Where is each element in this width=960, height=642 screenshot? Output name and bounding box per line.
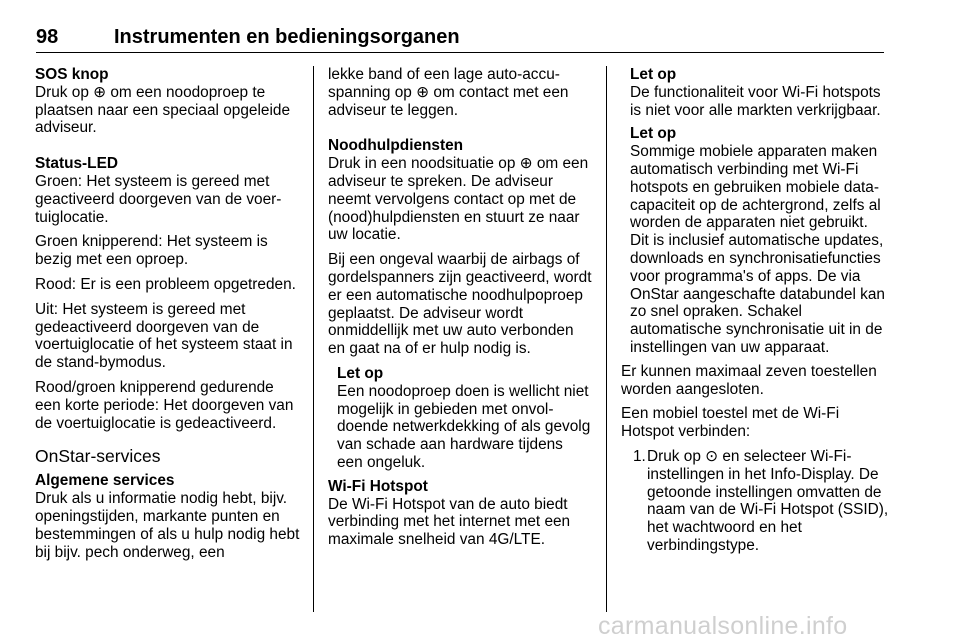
note-heading: Let op [337,364,384,382]
sos-text: Druk op ⊕ om een noodoproep te plaatsen naar een speciaal opgeleide adviseur. [35,83,290,137]
led-red-green-text: Rood/groen knipperend gedurende een korte periode: Het doorgeven van de voertuiglocatie is gedeactiveerd. [35,378,294,432]
column-divider-1 [313,66,314,612]
emergency-text-2: Bij een ongeval waarbij de airbags of gordelspanners zijn geactiveerd, wordt er een automatische noodhulpoproep geplaatst. De adviseur wordt onmiddellijk met uw auto verbonden en gaat na of er hulp nodig is. [328,251,592,358]
page-header [36,22,884,53]
step-text: Druk op ⊙ en selecteer Wi-Fi-instellingen in het Info-Display. De getoonde instellingen omvatten de naam van de Wi-Fi Hotspot (SSID), het wachtwoord en het verbindingstype. [647,447,889,554]
sos-heading: SOS knop [35,66,109,83]
list-item [633,448,889,555]
onstar-section-title: OnStar-services [35,446,161,467]
status-led-heading: Status-LED [35,155,118,173]
column-3 [621,66,889,555]
watermark: carmanualsonline.info [598,612,848,640]
connect-intro: Een mobiel toestel met de Wi-Fi Hotspot verbinden: [621,405,840,441]
note-text: Een noodoproep doen is wellicht niet mogelijk in gebieden met onvoldoende netwerkdekking of als gevolg van schade aan hardware tijdens een ongeluk. [337,382,591,471]
column-2 [328,66,592,556]
led-off-text: Uit: Het systeem is gereed met gedeactiveerd doorgeven van de voertuiglocatie of het systeem staat in de stand-bymodus. [35,300,293,372]
general-services-heading: Algemene services [35,472,175,490]
column-1 [35,66,300,568]
emergency-text-1: Druk in een noodsituatie op ⊕ om een adviseur te spreken. De adviseur neemt vervolgens contact op met de (nood)hulpdiensten en stuurt ze naar uw locatie. [328,155,589,244]
column-divider-2 [606,66,607,612]
step-number: 1. [633,447,646,465]
note-1-heading: Let op [630,66,677,83]
chapter-title: Instrumenten en bedieningsorganen [114,26,460,48]
note-block [328,365,592,472]
emergency-heading: Noodhulpdiensten [328,137,464,155]
wifi-text: De Wi-Fi Hotspot van de auto biedt verbinding met het internet met een maximale snelheid van 4G/LTE. [328,495,571,549]
page-number: 98 [36,26,59,48]
steps-list [621,448,889,555]
note-2-text: Sommige mobiele apparaten maken automatisch verbinding met Wi-Fi hotspots en gebruiken mobiele datacapaciteit op de achtergrond, zelfs al worden de apparaten niet gebruikt. Dit is inclusief automatische updates, downloads en synchronisatiefuncties voor programma's of apps. De via OnStar aangeschafte databundel kan zo snel opraken. Schakel automatische synchronisatie uit in de instellingen van uw apparaat. [630,143,885,356]
continued-text: lekke band of een lage auto-accuspanning op ⊕ om contact met een adviseur te leggen. [328,66,569,119]
led-green-text: Groen: Het systeem is gereed met geactiveerd doorgeven van de voertuiglocatie. [35,172,282,226]
wifi-heading: Wi-Fi Hotspot [328,477,428,495]
note-2-heading: Let op [630,125,677,143]
led-red-text: Rood: Er is een probleem opgetreden. [35,275,296,293]
note-1-block [621,66,889,357]
note-1-text: De functionaliteit voor Wi-Fi hotspots is niet voor alle markten verkrijgbaar. [630,83,881,119]
devices-text: Er kunnen maximaal zeven toestellen worden aangesloten. [621,362,877,398]
general-services-text: Druk als u informatie nodig hebt, bijv. openingstijden, markante punten en bestemmingen of als u hulp nodig hebt bij bijv. pech onderweg, een [35,490,300,561]
led-green-blink-text: Groen knipperend: Het systeem is bezig met een oproep. [35,233,268,269]
